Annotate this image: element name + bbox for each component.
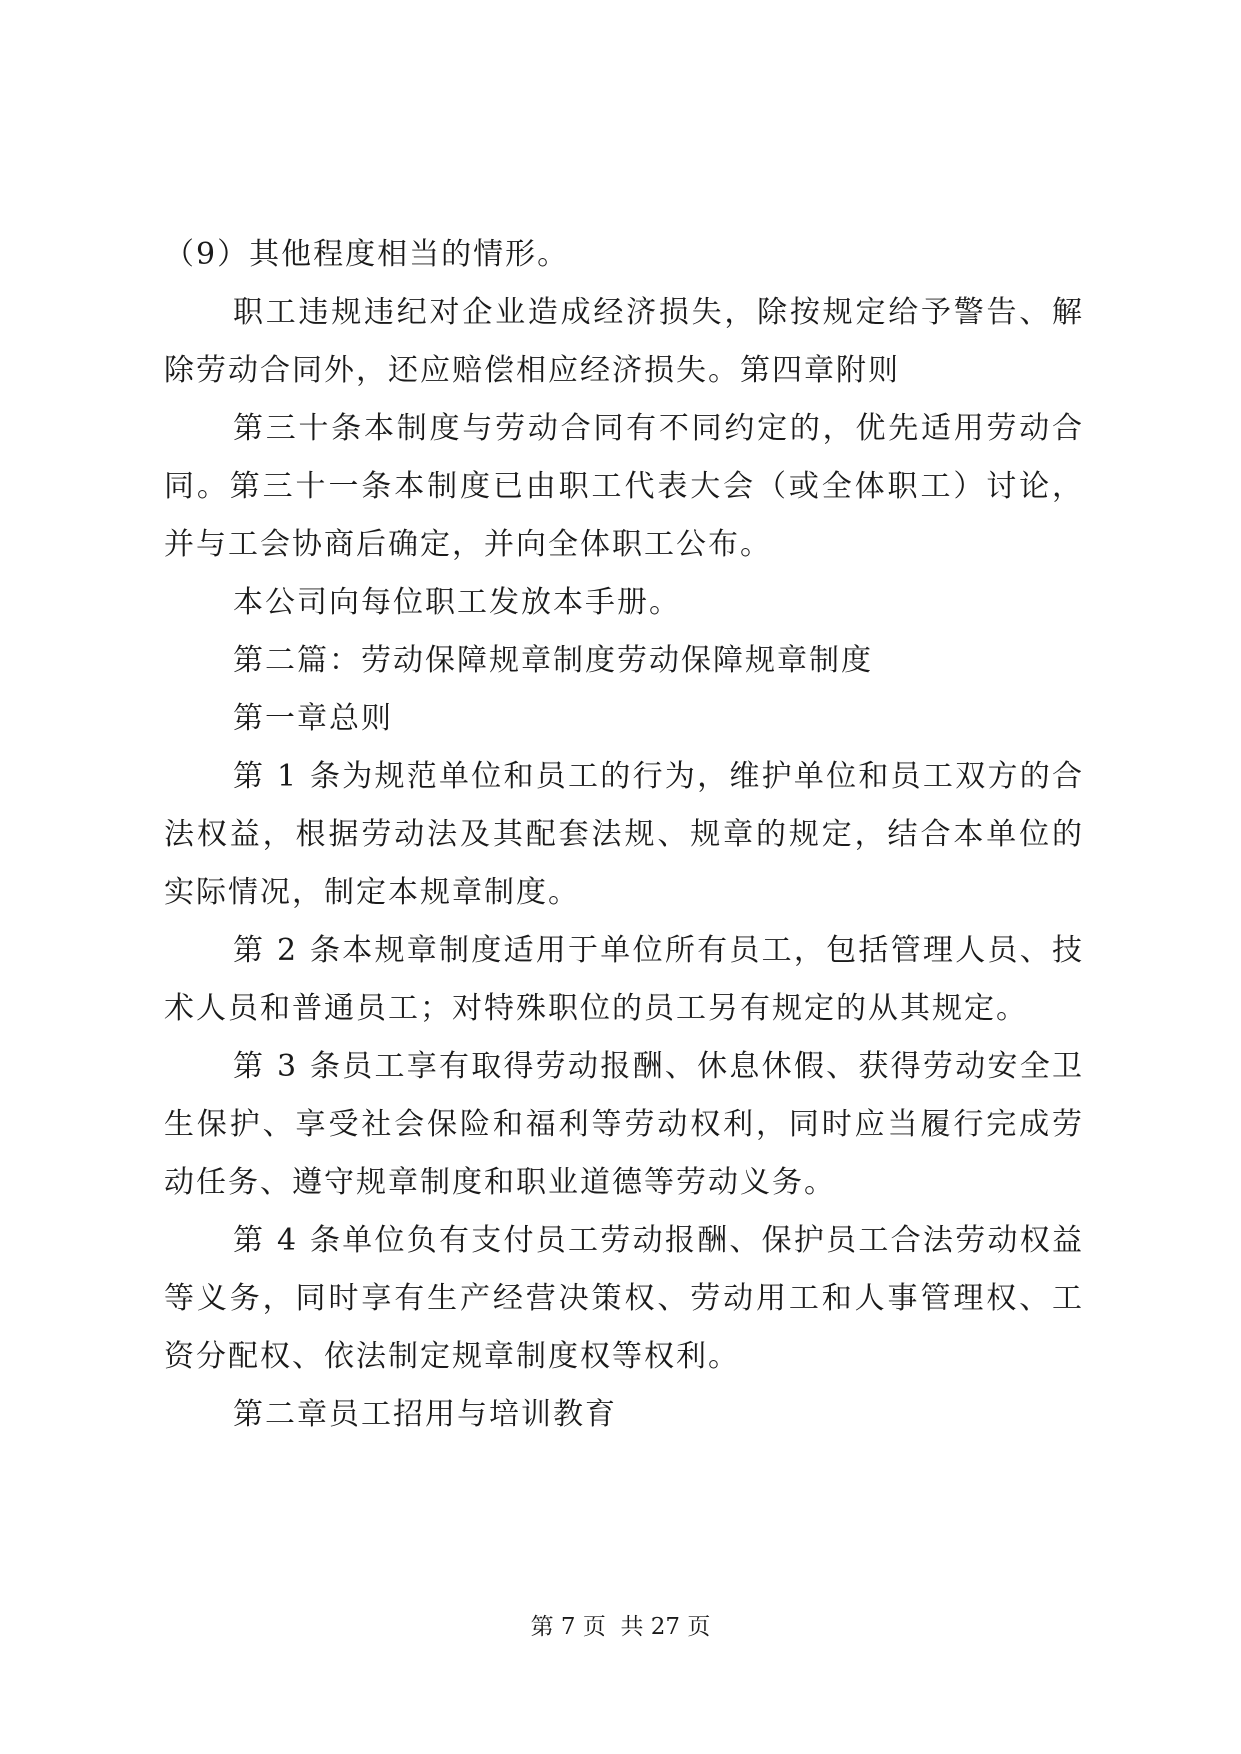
paragraph-item-9: （9）其他程度相当的情形。 — [164, 237, 570, 272]
chapter-title-general: 第一章总则 — [233, 701, 393, 736]
paragraph-article-3: 第 3 条员工享有取得劳动报酬、休息休假、获得劳动安全卫生保护、享受社会保险和福利等劳动权利，同时应当履行完成劳动任务、遵守规章制度和职业道德等劳动义务。 — [164, 1049, 1084, 1200]
chapter-title-recruitment: 第二章员工招用与培训教育 — [233, 1397, 617, 1432]
paragraph-article-2: 第 2 条本规章制度适用于单位所有员工，包括管理人员、技术人员和普通员工；对特殊职位的员工另有规定的从其规定。 — [164, 933, 1084, 1026]
paragraph-article-30-31: 第三十条本制度与劳动合同有不同约定的，优先适用劳动合同。第三十一条本制度已由职工代表大会（或全体职工）讨论，并与工会协商后确定，并向全体职工公布。 — [164, 411, 1084, 562]
paragraph-handbook-distribution: 本公司向每位职工发放本手册。 — [233, 585, 681, 620]
document-body — [164, 226, 1084, 1444]
paragraph-article-1: 第 1 条为规范单位和员工的行为，维护单位和员工双方的合法权益，根据劳动法及其配套法规、规章的规定，结合本单位的实际情况，制定本规章制度。 — [164, 759, 1084, 910]
section-title-part-two: 第二篇：劳动保障规章制度劳动保障规章制度 — [233, 643, 873, 678]
page-number-label: 第 7 页 共 27 页 — [530, 1614, 711, 1640]
paragraph-article-4: 第 4 条单位负有支付员工劳动报酬、保护员工合法劳动权益等义务，同时享有生产经营决策权、劳动用工和人事管理权、工资分配权、依法制定规章制度权等权利。 — [164, 1223, 1084, 1374]
page-footer — [0, 1612, 1241, 1642]
paragraph-economic-loss: 职工违规违纪对企业造成经济损失，除按规定给予警告、解除劳动合同外，还应赔偿相应经济损失。第四章附则 — [164, 295, 1084, 388]
